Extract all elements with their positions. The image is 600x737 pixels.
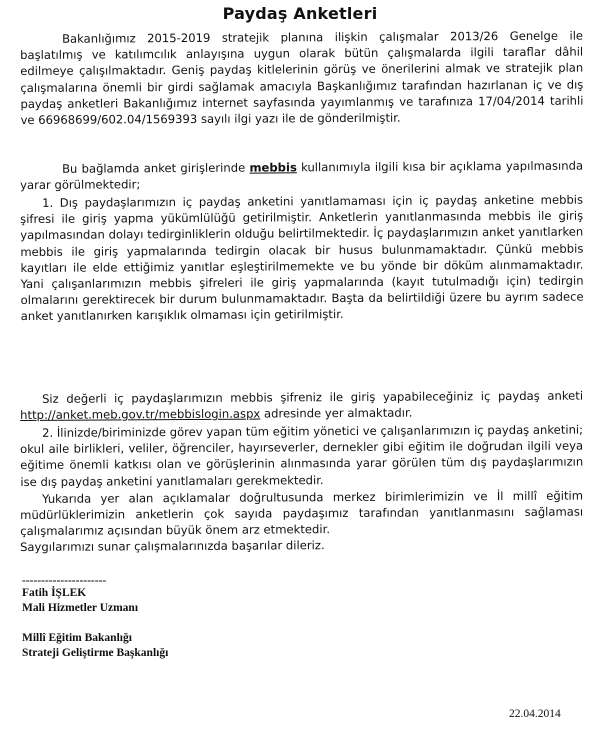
item-1-paragraph: 1. Dış paydaşlarımızın iç paydaş anketini yanıtlamaması için iç paydaş anketine mebbis şifresi ile giriş yapma yükümlülüğü getirilmiştir. Anketlerin yanıtlanmasında mebbis ile giriş yapılmasından dolayı tedirginliklerin olduğu belirtilmektedir. İç paydaşlarımızın anket yanıtlarken mebbis ile giriş yapmalarında tedirgin olacak bir husus bulunmamaktadır. Çünkü mebbis kayıtları ile elde ettiğimiz yanıtlar eşleştirilmemekte ve bu yönde bir döküm alınmamaktadır. Yani çalışanlarımızın mebbis şifreleri ile giriş yapmalarında (kayıt tutulmadığı için) tedirgin olmalarını gerektirecek bir durum bulunmamaktadır. Başta da belirtildiği üzere bu ayrım sadece anket yanıtlanırken karışıklık olmaması için getirilmiştir. <box>20 192 584 324</box>
item-2-paragraph: 2. İlinizde/biriminizde görev yapan tüm eğitim yönetici ve çalışanlarımızın iç paydaş anketini; okul aile birlikleri, veliler, öğrenciler, hayırseverler, dernekler gibi eğitim ile doğrudan ilgili veya eğitime önemli katkısı olan ve görüşlerinin alınmasında yarar görülen tüm dış paydaşlarımızın ise dış paydaş anketini yanıtlamaları gerekmektedir. <box>20 422 584 489</box>
organization-name: Millî Eğitim Bakanlığı <box>22 632 132 644</box>
context-text-after: kullanımıyla ilgili kısa bir açıklama yapılmasında yarar görülmektedir; <box>20 158 584 193</box>
signature-rule: ---------------------- <box>22 575 107 587</box>
intro-paragraph: Bakanlığımız 2015-2019 stratejik planına ilişkin çalışmalar 2013/26 Genelge ile başlatılmış ve katılımcılık anlayışına uygun olarak bütün çalışmalarda ilgili taraflar dâhil edilmeye çalışılmaktadır. Geniş paydaş kitlelerinin görüş ve önerilerini almak ve stratejik plan çalışmalarına önemli bir girdi sağlamak amacıyla Başkanlığımız tarafından hazırlanan iç ve dış paydaş anketleri Bakanlığımız internet sayfasında yayımlanmış ve tarafınıza 17/04/2014 tarihli ve 66968699/602.04/1569393 sayılı ilgi yazı ile de gönderilmiştir. <box>20 28 584 128</box>
mebbis-keyword: mebbis <box>249 160 297 175</box>
document-date: 22.04.2014 <box>509 708 561 720</box>
item-2-followup-text: Yukarıda yer alan açıklamalar doğrultusunda merkez birimlerimizin ve İl millî eğitim müdürlüklerimizin anketlerin çok sayıda paydaşımız tarafından yanıtlanmasını sağlaması çalışmalarımız açısından büyük önem arz etmektedir. <box>20 488 584 539</box>
closing-sentence: Saygılarımızı sunar çalışmalarınızda başarılar dileriz. <box>20 538 325 554</box>
item-2-followup <box>20 488 583 540</box>
document-title: Paydaş Anketleri <box>222 4 378 23</box>
followup-text-after: adresinde yer almaktadır. <box>263 405 413 421</box>
context-paragraph <box>20 158 583 194</box>
department-name: Strateji Geliştirme Başkanlığı <box>22 647 169 659</box>
followup-text-before: Siz değerli iç paydaşlarımızın mebbis şifreniz ile giriş yapabileceğiniz iç paydaş anketi <box>42 388 584 406</box>
item-1-followup <box>20 388 583 424</box>
signer-title: Mali Hizmetler Uzmanı <box>22 602 139 614</box>
context-text-before: Bu bağlamda anket girişlerinde <box>62 160 246 176</box>
signer-name: Fatih İŞLEK <box>22 587 87 599</box>
survey-link[interactable]: http://anket.meb.gov.tr/mebbislogin.aspx <box>20 406 261 423</box>
